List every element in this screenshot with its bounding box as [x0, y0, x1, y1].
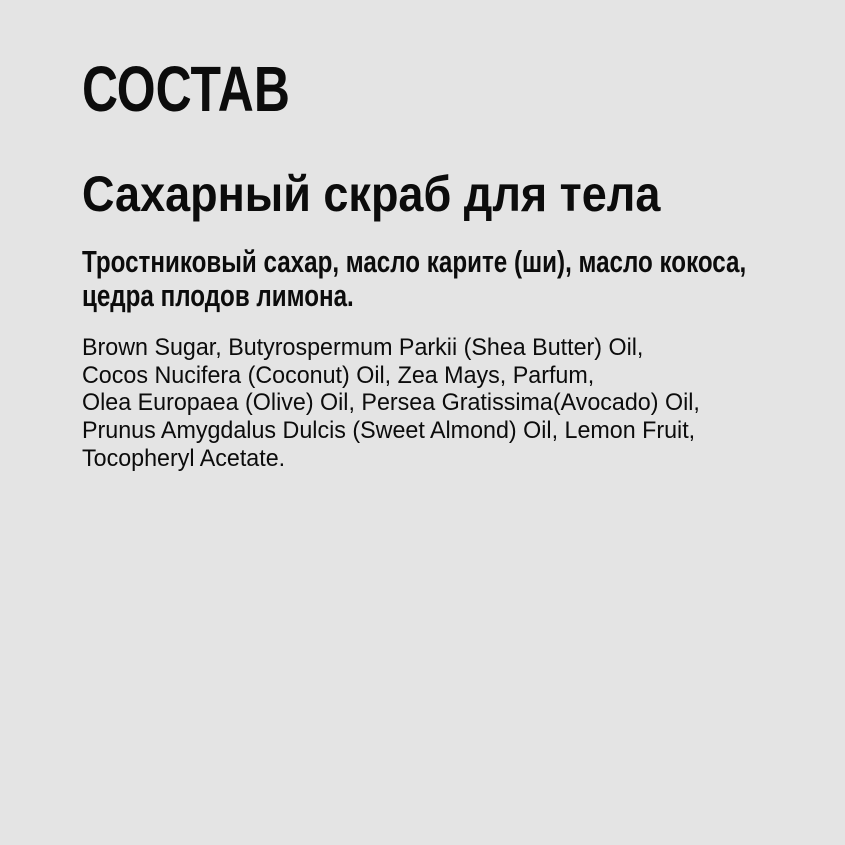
ingredients-russian: [82, 245, 746, 312]
ingredients-inci-line: Brown Sugar, Butyrospermum Parkii (Shea Butter) Oil,: [82, 334, 644, 361]
product-name: Сахарный скраб для тела: [82, 166, 661, 222]
ingredients-inci-line: Tocopheryl Acetate.: [82, 444, 286, 472]
ingredients-russian-line: Тростниковый сахар, масло карите (ши), масло кокоса,: [82, 244, 747, 279]
ingredients-inci-line: Prunus Amygdalus Dulcis (Sweet Almond) Oil, Lemon Fruit,: [82, 417, 696, 445]
ingredients-inci-line: Olea Europaea (Olive) Oil, Persea Gratissima(Avocado) Oil,: [82, 389, 700, 417]
ingredients-inci-line: Cocos Nucifera (Coconut) Oil, Zea Mays, Parfum,: [82, 361, 595, 389]
composition-heading: СОСТАВ: [82, 53, 290, 125]
ingredients-inci: [82, 334, 700, 473]
ingredients-russian-line: цедра плодов лимона.: [82, 277, 354, 313]
